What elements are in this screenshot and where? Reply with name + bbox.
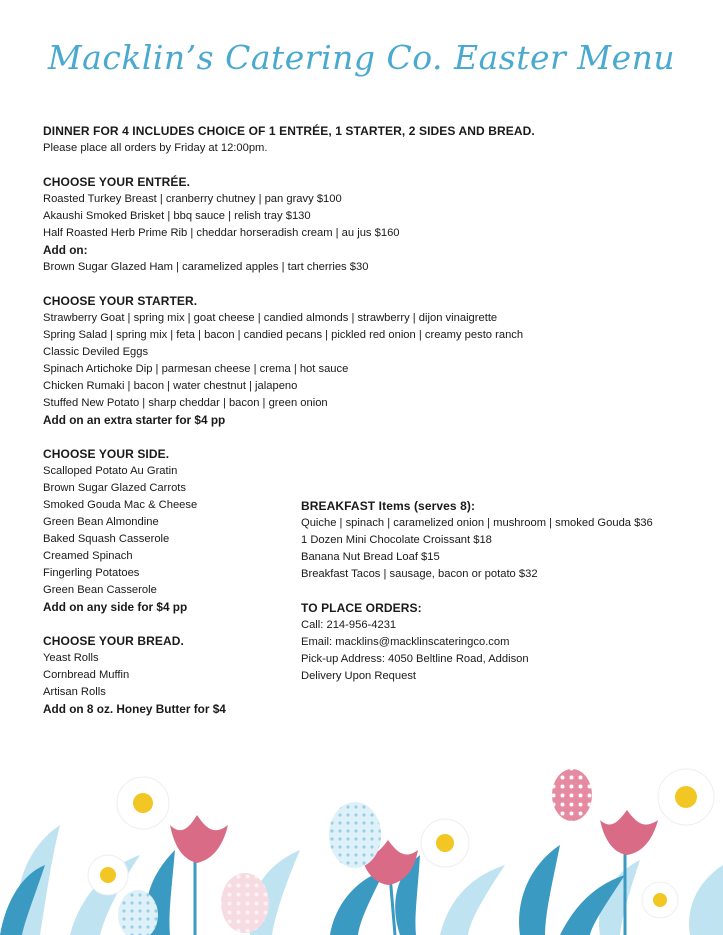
starter-item: Strawberry Goat | spring mix | goat cheese | candied almonds | strawberry | dijon vinaigrette <box>43 312 498 324</box>
orders-delivery: Delivery Upon Request <box>301 670 417 682</box>
side-item: Creamed Spinach <box>43 550 133 562</box>
bread-item: Cornbread Muffin <box>43 669 130 681</box>
bread-addon: Add on 8 oz. Honey Butter for $4 <box>43 702 226 716</box>
easter-illustration <box>0 755 723 935</box>
order-deadline-note: Please place all orders by Friday at 12:00pm. <box>43 142 268 154</box>
starter-item: Chicken Rumaki | bacon | water chestnut | jalapeno <box>43 380 298 392</box>
starter-item: Classic Deviled Eggs <box>43 346 149 358</box>
starter-addon: Add on an extra starter for $4 pp <box>43 413 226 427</box>
entree-addon-item: Brown Sugar Glazed Ham | caramelized apples | tart cherries $30 <box>43 261 369 273</box>
breakfast-item: Quiche | spinach | caramelized onion | mushroom | smoked Gouda $36 <box>301 517 653 529</box>
breakfast-heading: BREAKFAST Items (serves 8): <box>301 499 476 513</box>
entree-item: Half Roasted Herb Prime Rib | cheddar horseradish cream | au jus $160 <box>43 227 400 239</box>
menu-title: Macklin’s Catering Co. Easter Menu <box>47 38 676 77</box>
starter-heading: CHOOSE YOUR STARTER. <box>43 294 198 308</box>
breakfast-item: Banana Nut Bread Loaf $15 <box>301 551 440 563</box>
side-item: Baked Squash Casserole <box>43 533 170 545</box>
side-item: Fingerling Potatoes <box>43 567 140 579</box>
entree-item: Akaushi Smoked Brisket | bbq sauce | relish tray $130 <box>43 210 311 222</box>
entree-addon-label: Add on: <box>43 243 88 257</box>
side-item: Scalloped Potato Au Gratin <box>43 465 178 477</box>
entree-item: Roasted Turkey Breast | cranberry chutney | pan gravy $100 <box>43 193 342 205</box>
dinner-headline: DINNER FOR 4 INCLUDES CHOICE OF 1 ENTRÉE, 1 STARTER, 2 SIDES AND BREAD. <box>43 124 535 138</box>
bread-item: Yeast Rolls <box>43 652 99 664</box>
starter-item: Spring Salad | spring mix | feta | bacon | candied pecans | pickled red onion | creamy pesto ranch <box>43 329 524 341</box>
orders-email: Email: macklins@macklinscateringco.com <box>301 636 510 648</box>
side-item: Green Bean Casserole <box>43 584 157 596</box>
side-item: Smoked Gouda Mac & Cheese <box>43 499 198 511</box>
right-column <box>301 498 711 685</box>
bread-heading: CHOOSE YOUR BREAD. <box>43 634 184 648</box>
breakfast-item: 1 Dozen Mini Chocolate Croissant $18 <box>301 534 492 546</box>
side-heading: CHOOSE YOUR SIDE. <box>43 447 170 461</box>
orders-heading: TO PLACE ORDERS: <box>301 601 422 615</box>
entree-heading: CHOOSE YOUR ENTRÉE. <box>43 175 191 189</box>
orders-pickup-address: Pick-up Address: 4050 Beltline Road, Addison <box>301 653 529 665</box>
breakfast-item: Breakfast Tacos | sausage, bacon or potato $32 <box>301 568 538 580</box>
side-item: Green Bean Almondine <box>43 516 159 528</box>
side-item: Brown Sugar Glazed Carrots <box>43 482 187 494</box>
starter-item: Spinach Artichoke Dip | parmesan cheese | crema | hot sauce <box>43 363 349 375</box>
side-addon: Add on any side for $4 pp <box>43 600 188 614</box>
starter-item: Stuffed New Potato | sharp cheddar | bacon | green onion <box>43 397 328 409</box>
orders-phone: Call: 214-956-4231 <box>301 619 397 631</box>
bread-item: Artisan Rolls <box>43 686 106 698</box>
